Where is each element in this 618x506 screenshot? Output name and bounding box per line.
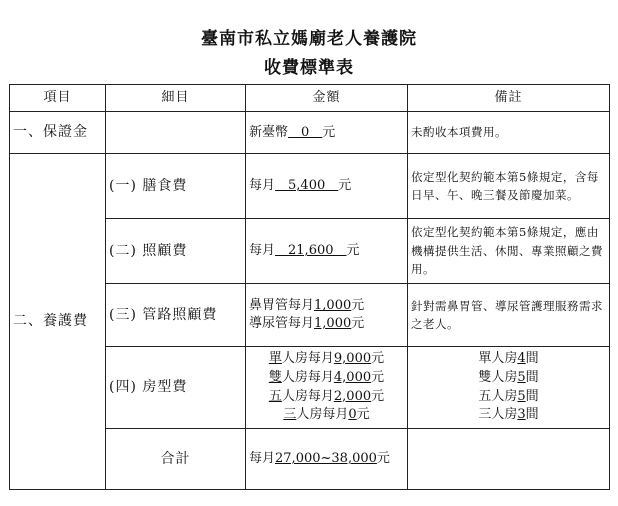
deposit-item: 一、保證金 bbox=[10, 112, 106, 154]
header-note: 備註 bbox=[408, 85, 610, 112]
room-count-line: 三人房3間 bbox=[478, 407, 539, 423]
care-item: 二、養護費 bbox=[10, 154, 106, 490]
header-row bbox=[10, 85, 610, 112]
tube-note: 針對需鼻胃管、導尿管護理服務需求之老人。 bbox=[408, 284, 610, 347]
deposit-detail-empty bbox=[106, 112, 246, 154]
table-title: 收費標準表 bbox=[264, 58, 354, 78]
tube-line1: 鼻胃管每月1,000元 bbox=[249, 298, 365, 314]
room-count-line: 五人房5間 bbox=[478, 388, 539, 404]
header-amount: 金額 bbox=[246, 85, 408, 112]
room-counts bbox=[408, 347, 610, 429]
fee-table bbox=[9, 84, 610, 490]
room-fee-line: 三人房每月0元 bbox=[283, 407, 370, 423]
tube-detail: (三) 管路照顧費 bbox=[106, 284, 246, 347]
meals-amount: 每月 5,400 元 bbox=[246, 154, 408, 219]
room-count-line: 單人房4間 bbox=[478, 350, 539, 366]
total-amount: 每月27,000~38,000元 bbox=[246, 429, 408, 490]
room-fee-line: 雙人房每月4,000元 bbox=[268, 369, 385, 385]
deposit-note: 未酌收本項費用。 bbox=[408, 112, 610, 154]
room-count-line: 雙人房5間 bbox=[478, 369, 539, 385]
deposit-row bbox=[10, 112, 610, 154]
tube-line2: 導尿管每月1,000元 bbox=[249, 316, 365, 331]
meals-detail: (一) 膳食費 bbox=[106, 154, 246, 219]
total-note-empty bbox=[408, 429, 610, 490]
header-detail: 細目 bbox=[106, 85, 246, 112]
deposit-amount: 新臺幣 0 元 bbox=[246, 112, 408, 154]
care-amount: 每月 21,600 元 bbox=[246, 219, 408, 284]
header-item: 項目 bbox=[10, 85, 106, 112]
meals-row bbox=[10, 154, 610, 219]
care-detail: (二) 照顧費 bbox=[106, 219, 246, 284]
care-note: 依定型化契約範本第5條規定，應由機構提供生活、休閒、專業照顧之費用。 bbox=[408, 219, 610, 284]
meals-note: 依定型化契約範本第5條規定，含每日早、午、晚三餐及節慶加菜。 bbox=[408, 154, 610, 219]
institution-title: 臺南市私立媽廟老人養護院 bbox=[201, 29, 417, 49]
room-fee-line: 單人房每月9,000元 bbox=[268, 350, 385, 366]
tube-amount bbox=[246, 284, 408, 347]
room-detail: (四) 房型費 bbox=[106, 347, 246, 429]
room-fee-line: 五人房每月2,000元 bbox=[268, 388, 385, 404]
total-label: 合計 bbox=[106, 429, 246, 490]
room-fees bbox=[246, 347, 408, 429]
